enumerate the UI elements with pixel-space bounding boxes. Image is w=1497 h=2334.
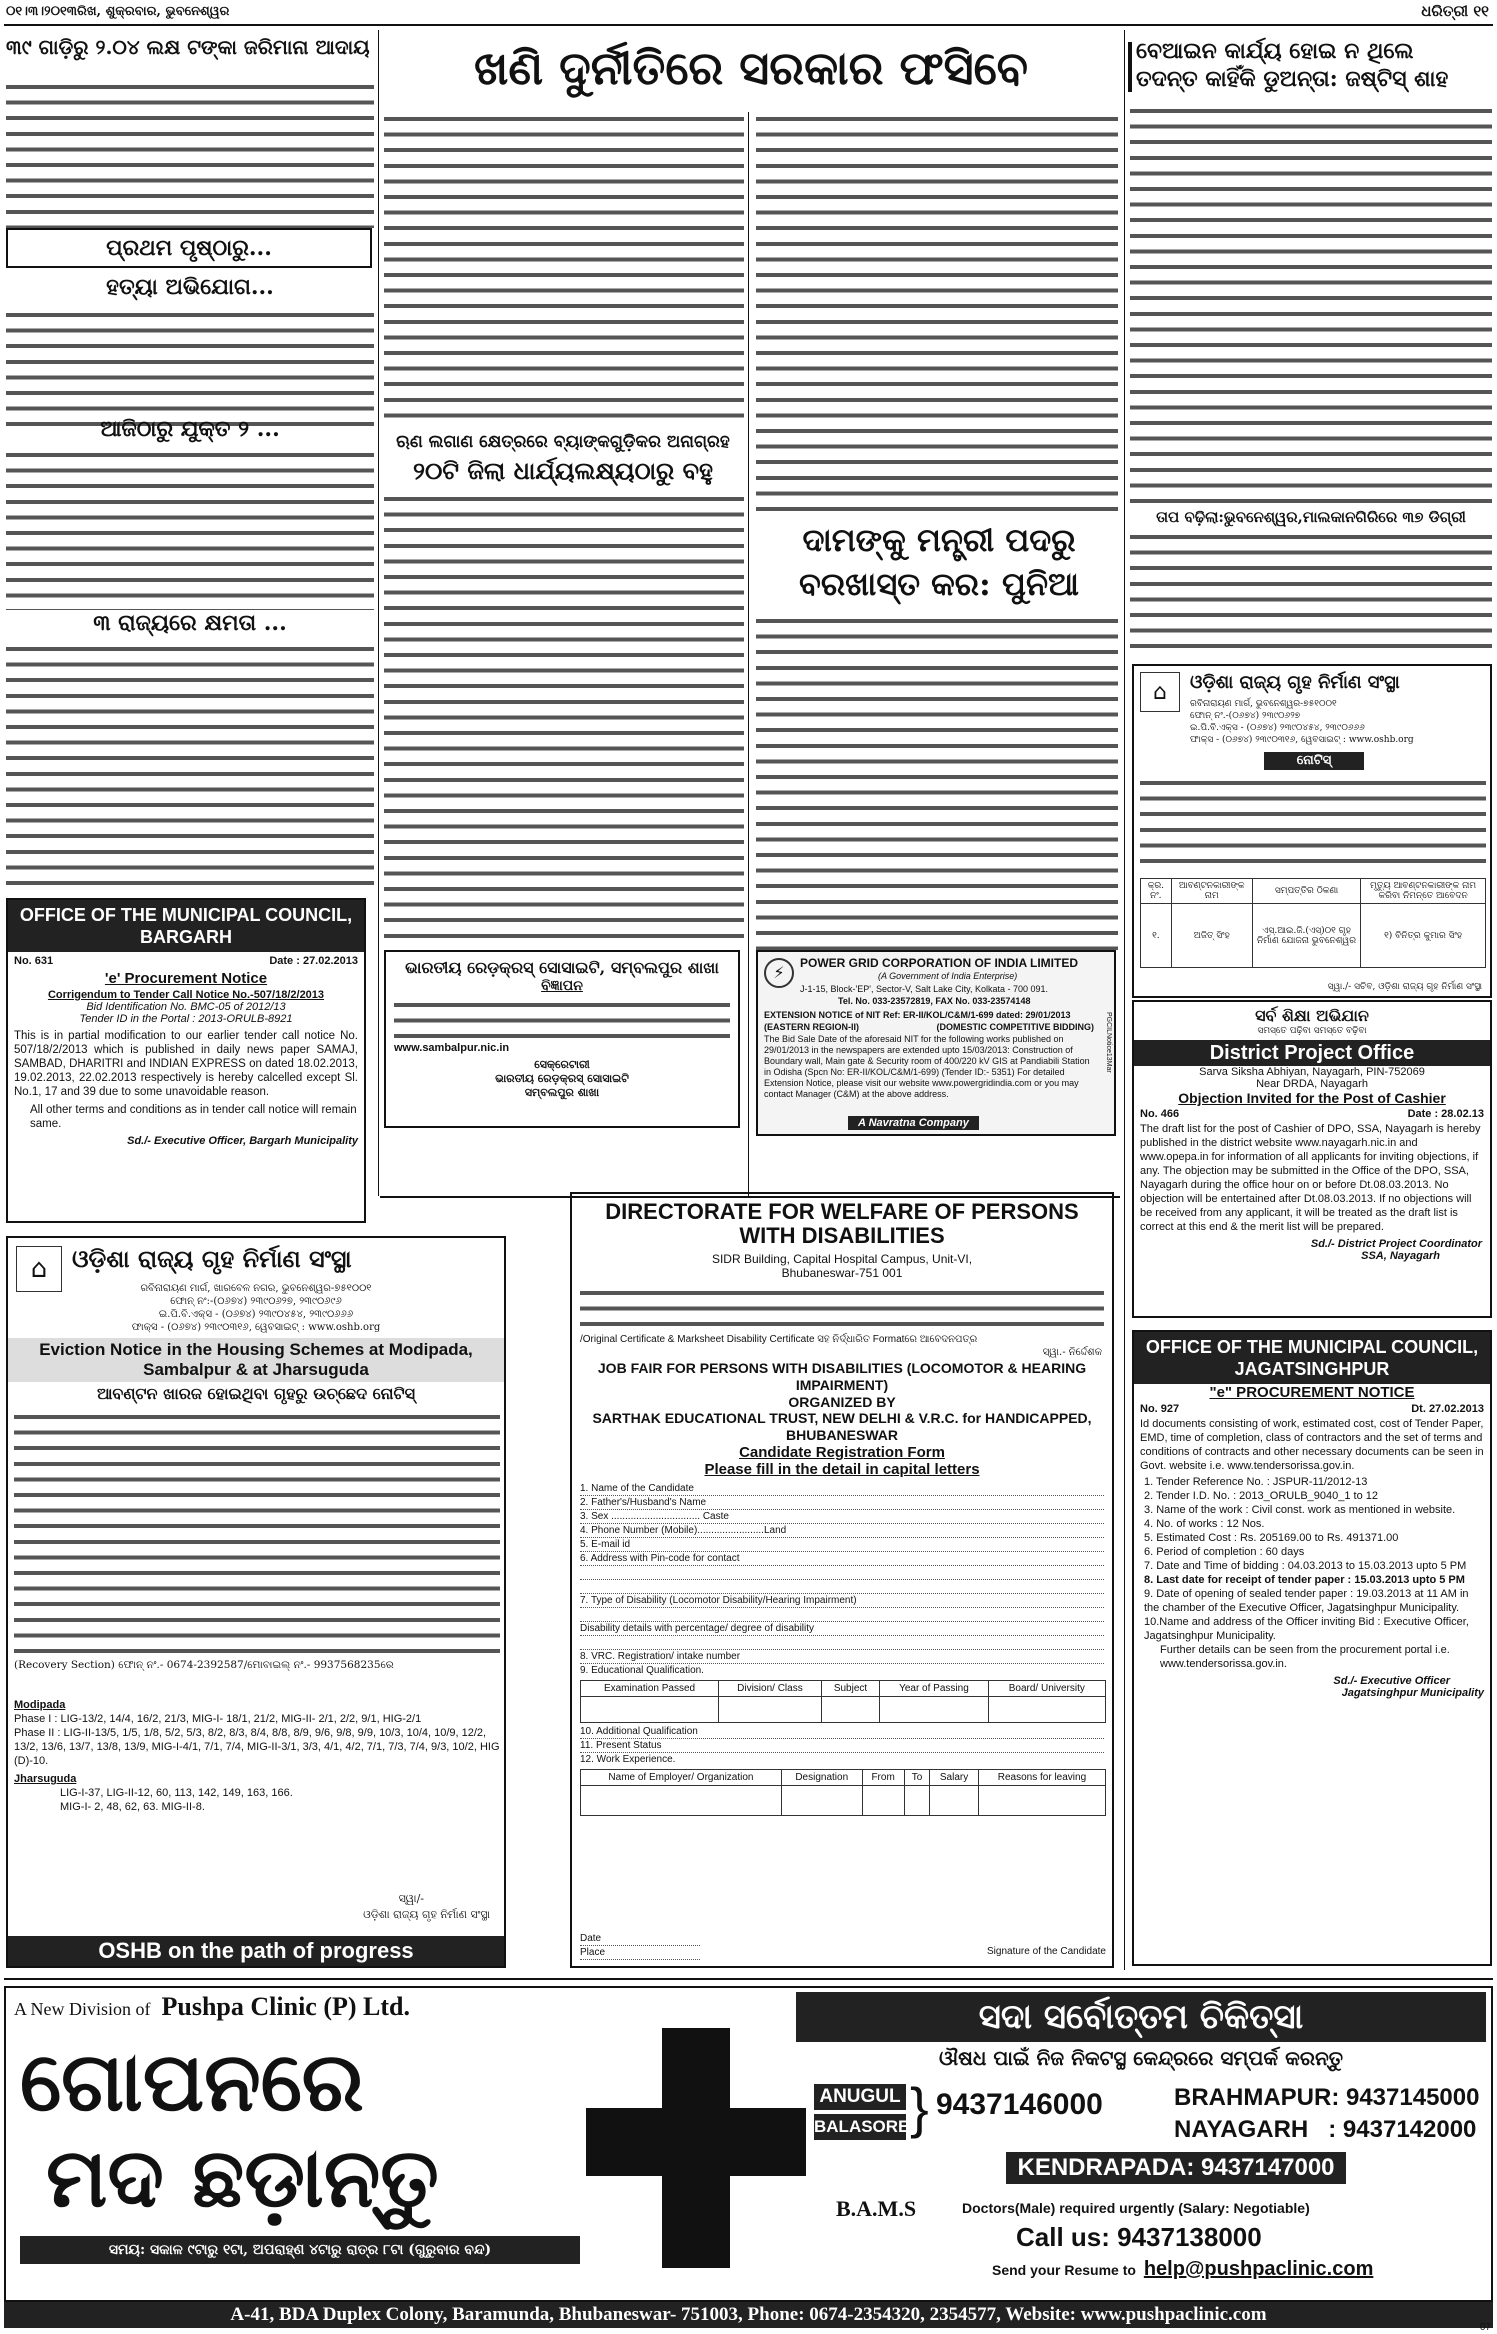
jagat-intro: Id documents consisting of work, estimated cost, cost of Tender Paper, EMD, time of completion, class of contractors and the set of terms and conditions of contracts and other necessary documents can be seen in Govt. website i.e. www.tendersorissa.gov.in. [1140, 1418, 1484, 1472]
work-header: Reasons for leaving [978, 1770, 1105, 1786]
jagat-item: 4. No. of works : 12 Nos. [1144, 1518, 1265, 1530]
form-field[interactable]: 2. Father's/Husband's Name [580, 1496, 1104, 1510]
disability-notice [570, 1192, 1114, 1968]
oshb1-jharsuguda: Jharsuguda [14, 1773, 77, 1785]
disability-fair: JOB FAIR FOR PERSONS WITH DISABILITIES (LOCOMOTOR & HEARING IMPAIRMENT) [597, 1360, 1087, 1393]
illegal-headline1: ବେଆଇନ କାର୍ଯ୍ୟ ହୋଇ ନ ଥିଲେ [1136, 38, 1414, 64]
bargarh-body: This is in partial modification to our earlier tender call notice No. 507/18/2/2013 which is published in daily news paper SAMAJ, SAMBAD, DHARITRI and INDIAN EXPRESS on dated 18.02.2013, 19.02.2013, 22.02.2013 respectively is hereby calcelled except Sl. No.1, 17 and 39 due to some unavoidable reason. [14, 1030, 358, 1098]
bargarh-body2: All other terms and conditions as in tender call notice will remain same. [30, 1104, 357, 1130]
first-page-label: ପ୍ରଥମ ପୃଷ୍ଠାରୁ... [106, 235, 272, 261]
oshb1-name: ଓଡ଼ିଶା ରାଜ୍ୟ ଗୃହ ନିର୍ମାଣ ସଂସ୍ଥା [72, 1244, 352, 1273]
three-states-body [6, 642, 374, 896]
oshb1-contact: (Recovery Section) ଫୋନ୍ ନଂ.- 0674-2392587/ମୋବାଇଲ୍ ନଂ.- 9937568235ରେ [14, 1659, 394, 1671]
oshb2-th: ମୃତ୍ୟୁ ଆବଣ୍ଟନକାରୀଙ୍କ ନାମ କରିବା ନିମନ୍ତେ ଆବେଦନ [1361, 879, 1486, 904]
oshb2-table [1140, 878, 1486, 968]
oshb1-fax: ଫାକ୍ସ - (୦୬୭୪) ୨୩୯୦୩୧୬, ୱେବସାଇଟ୍ : www.oshb.org [131, 1322, 381, 1333]
pushpa-ad [4, 1986, 1493, 2302]
form-field[interactable]: 4. Phone Number (Mobile)........................Land [580, 1524, 1104, 1538]
disability-addr1: SIDR Building, Capital Hospital Campus, Unit-VI, [711, 1252, 973, 1266]
oshb1-j1: LIG-I-37, LIG-II-12, 60, 113, 142, 149, 163, 166. [60, 1787, 293, 1799]
form-date[interactable]: Date [580, 1932, 700, 1946]
ssa-sub: Objection Invited for the Post of Cashier [1178, 1090, 1446, 1106]
jagat-further: Further details can be seen from the procurement portal i.e. www.tendersorissa.gov.in. [1160, 1644, 1450, 1670]
oshb2-td: ୧) ବିନିତ୍ର କୁମାର ସିଂହ [1361, 904, 1486, 968]
redcross-body [394, 998, 730, 1038]
edu-header: Subject [821, 1681, 879, 1697]
oshb2-th: ସମ୍ପତ୍ତିର ଠିକଣା [1252, 879, 1361, 904]
jagat-item: 9. Date of opening of sealed tender paper : 19.03.2013 at 11 AM in the chamber of the Executive Officer, Jagatsinghpur Municipality. [1144, 1588, 1469, 1614]
disability-body [580, 1286, 1104, 1334]
work-header: To [904, 1770, 930, 1786]
pgcil-sub: (A Government of India Enterprise) [878, 971, 1018, 981]
pushpa-footer [4, 2302, 1493, 2328]
form-field[interactable]: Disability details with percentage/ degree of disability [580, 1622, 1104, 1636]
form-field[interactable]: 8. VRC. Registration/ intake number [580, 1650, 1104, 1664]
illegal-headline2: ତଦନ୍ତ କାହିଁକି ଡୁଅନ୍ତା: ଜଷ୍ଟିସ୍ ଶାହ [1136, 66, 1449, 92]
loan-headline2: ୨୦ଟି ଜିଲା ଧାର୍ଯ୍ୟଲକ୍ଷ୍ୟଠାରୁ ବହୁ [413, 456, 713, 485]
jagat-notice [1132, 1330, 1492, 1966]
oshb2-body [1140, 776, 1486, 872]
oshb2-th: କ୍ର. ନଂ. [1141, 879, 1172, 904]
oshb2-th: ଆବଣ୍ଟନକାରୀଙ୍କ ନାମ [1171, 879, 1252, 904]
loan-headline1: ଋଣ ଲଗାଣ କ୍ଷେତ୍ରରେ ବ୍ୟାଙ୍କଗୁଡ଼ିକର ଅନାଗ୍ରହ [396, 432, 730, 452]
oshb2-td: ଏସ୍.ଆଇ.ଜି.(ଏସ୍)୦୧ ଗୃହ ନିର୍ମାଣ ଯୋଜନା ଭୁବନେଶ୍ୱର [1252, 904, 1361, 968]
form-field[interactable]: 11. Present Status [580, 1739, 1104, 1753]
bargarh-sub: 'e' Procurement Notice [104, 970, 268, 987]
bargarh-sig: Sd./- Executive Officer, Bargarh Municipality [127, 1135, 358, 1147]
ssa-date: Date : 28.02.13 [1407, 1108, 1484, 1120]
oshb1-banner [8, 1936, 504, 1966]
pgcil-logo-icon: ⚡ [764, 958, 794, 988]
oshb-notice-2 [1132, 664, 1492, 998]
oshb2-td: ଅଜିତ୍ ସିଂହ [1171, 904, 1252, 968]
pushpa-brahmapur: BRAHMAPUR: 9437145000 [1174, 2084, 1480, 2111]
ssa-sig1: Sd./- District Project Coordinator [1310, 1238, 1482, 1250]
bargarh-tid: Tender ID in the Portal : 2013-ORULB-8921 [79, 1013, 293, 1025]
pushpa-kendrapada: KENDRAPADA: 9437147000 [1006, 2152, 1346, 2184]
oshb2-phone: ଫୋନ୍ ନଂ.-(୦୬୭୪) ୨୩୯୦୬୨୭ [1190, 711, 1301, 721]
redcross-sig3: ସମ୍ବଲପୁର ଶାଖା [524, 1086, 600, 1099]
pgcil-name: POWER GRID CORPORATION OF INDIA LIMITED [800, 956, 1078, 970]
form-field[interactable]: 1. Name of the Candidate [580, 1482, 1104, 1496]
bargarh-notice [6, 898, 366, 1223]
form-field-blank[interactable] [580, 1566, 1104, 1580]
form-field-blank[interactable] [580, 1580, 1104, 1594]
disability-title: DIRECTORATE FOR WELFARE OF PERSONS WITH DISABILITIES [605, 1199, 1079, 1248]
oshb1-banner-text: OSHB on the path of progress [98, 1938, 414, 1963]
work-header: Salary [930, 1770, 979, 1786]
first-page-box [6, 228, 372, 268]
ssa-title: District Project Office [1134, 1040, 1490, 1066]
medical-cross-icon [586, 2028, 806, 2268]
header-paper-page: ଧରିତ୍ରୀ ୧୧ [1421, 2, 1489, 20]
jagat-item: 6. Period of completion : 60 days [1144, 1546, 1305, 1558]
loan-body [384, 492, 744, 944]
edu-header: Board/ University [988, 1681, 1105, 1697]
pushpa-call: Call us: 9437138000 [1016, 2222, 1262, 2252]
oshb2-logo-icon: ⌂ [1140, 672, 1180, 712]
page-number: 07 [1479, 2322, 1491, 2333]
minister-headline: ଦାମଙ୍କୁ ମନ୍ତ୍ରୀ ପଦରୁ ବରଖାସ୍ତ କର: ପୁନିଆ [799, 521, 1079, 603]
oshb1-sig2: ଓଡ଼ିଶା ରାଜ୍ୟ ଗୃହ ନିର୍ମାଣ ସଂସ୍ଥା [363, 1908, 490, 1921]
work-cell[interactable] [581, 1786, 782, 1816]
oshb2-sig: ସ୍ୱା./- ସଚିବ, ଓଡ଼ିଶା ରାଜ୍ୟ ଗୃହ ନିର୍ମାଣ ସଂସ୍ଥା [1327, 982, 1482, 992]
oshb2-td: ୧. [1141, 904, 1172, 968]
pgcil-ext: EXTENSION NOTICE of NIT Ref: ER-II/KOL/C&M/1-699 dated: 29/01/2013 [764, 1010, 1071, 1020]
pushpa-timing: ସମୟ: ସକାଳ ୯ଟାରୁ ୧ଟା, ଅପରାହ୍ଣ ୪ଟାରୁ ରାତ୍ର ୮ଟା (ଗୁରୁବାର ବନ୍ଦ) [20, 2236, 580, 2264]
jagat-sig1: Sd./- Executive Officer [1333, 1675, 1450, 1687]
mining-body-col1 [384, 112, 744, 422]
pushpa-big2: ମଦ ଛଡ଼ାନ୍ତୁ [46, 2130, 439, 2226]
redcross-title: ଭାରତୀୟ ରେଡ଼କ୍ରସ୍ ସୋସାଇଟି, ସମ୍ବଲପୁର ଶାଖା [405, 958, 719, 977]
pgcil-region: (EASTERN REGION-II) [764, 1022, 860, 1032]
oshb1-j2: MIG-I- 2, 48, 62, 63. MIG-II-8. [60, 1801, 205, 1813]
work-cell[interactable] [904, 1786, 930, 1816]
ssa-logo: ସର୍ବ ଶିକ୍ଷା ଅଭିଯାନ [1255, 1006, 1369, 1025]
disability-org: ORGANIZED BY [788, 1394, 896, 1410]
oshb1-phone: ଫୋନ୍ ନଂ:-(୦୬୭୪) ୨୩୯୦୬୨୭, ୨୩୯୦୬୯୬ [170, 1296, 342, 1307]
oshb1-body [14, 1410, 500, 1655]
oshb-logo-icon: ⌂ [16, 1246, 62, 1292]
mining-body-col2 [756, 112, 1118, 512]
oshb1-epabx: ଇ.ପି.ବି.ଏକ୍ସ - (୦୬୭୪) ୨୩୯୦୪୫୪, ୨୩୯୦୬୬୬ [158, 1309, 354, 1320]
pushpa-email[interactable]: help@pushpaclinic.com [1143, 2258, 1374, 2280]
work-header: Name of Employer/ Organization [581, 1770, 782, 1786]
col-divider-1 [378, 30, 379, 1196]
oshb2-notice: ନୋଟିସ୍ [1264, 752, 1364, 770]
ad-top-rule [4, 1978, 1493, 1980]
pushpa-resume: Send your Resume to [992, 2262, 1136, 2278]
edu-header: Year of Passing [880, 1681, 988, 1697]
pushpa-phone1: 9437146000 [936, 2088, 1103, 2121]
pgcil-notice [756, 950, 1116, 1136]
bargarh-no: No. 631 [14, 955, 54, 967]
pushpa-footer-text: A-41, BDA Duplex Colony, Baramunda, Bhubaneswar- 751003, Phone: 0674-2354320, 2354577, Website: www.pushpaclinic.com [230, 2304, 1267, 2325]
jagat-date: Dt. 27.02.2013 [1411, 1403, 1484, 1415]
col-divider-3 [1124, 30, 1125, 1970]
pushpa-balasore: BALASORE [814, 2114, 906, 2140]
jagat-item: 5. Estimated Cost : Rs. 205169.00 to Rs. 491371.00 [1144, 1532, 1399, 1544]
ssa-addr: Sarva Siksha Abhiyan, Nayagarh, PIN-752069 [1199, 1066, 1425, 1078]
pgcil-addr: J-1-15, Block-'EP', Sector-V, Salt Lake City, Kolkata - 700 091. [800, 984, 1049, 994]
pushpa-tagline: ସଦା ସର୍ବୋତ୍ତମ ଚିକିତ୍ସା [796, 1992, 1486, 2042]
form-field-blank[interactable] [580, 1636, 1104, 1650]
jagat-item: 10.Name and address of the Officer inviting Bid : Executive Officer, Jagatsinghpur Municipality. [1144, 1616, 1469, 1642]
form-field: 9. Educational Qualification. [580, 1665, 704, 1676]
edu-cell[interactable] [581, 1697, 719, 1723]
oshb1-title: Eviction Notice in the Housing Schemes at Modipada, Sambalpur & at Jharsuguda [8, 1338, 504, 1382]
temperature-headline: ତାପ ବଢ଼ିଲା:ଭୁବନେଶ୍ୱର,ମାଲକାନଗିରିରେ ୩୭ ଡିଗ୍ରୀ [1156, 508, 1466, 526]
minister-body [756, 614, 1118, 950]
pushpa-big1: ଗୋପନରେ [20, 2034, 364, 2130]
form-field[interactable]: 3. Sex ................................ Caste [580, 1510, 1104, 1524]
jagat-sig2: Jagatsinghpur Municipality [1341, 1687, 1484, 1699]
oshb1-modipada: Modipada [14, 1699, 66, 1711]
pushpa-anugul: ANUGUL [814, 2084, 906, 2110]
header-rule [4, 24, 1493, 26]
disability-addr2: Bhubaneswar-751 001 [781, 1266, 903, 1280]
oshb-eviction-notice [6, 1236, 506, 1968]
oshb1-sub: ଆବଣ୍ଟନ ଖାରଜ ହୋଇଥିବା ଗୃହରୁ ଉଚ୍ଛେଦ ନୋଟିସ୍ [96, 1384, 416, 1403]
col-divider-2 [748, 112, 749, 1196]
form-field: 12. Work Experience. [580, 1754, 676, 1765]
jagat-title: OFFICE OF THE MUNICIPAL COUNCIL, JAGATSINGHPUR [1134, 1332, 1490, 1384]
pgcil-side: PGCILNotice13Mar [1105, 1012, 1112, 1073]
form-field[interactable]: 7. Type of Disability (Locomotor Disability/Hearing Impairment) [580, 1594, 1104, 1608]
disability-fill: Please fill in the detail in capital letters [704, 1461, 980, 1478]
bargarh-title: OFFICE OF THE MUNICIPAL COUNCIL, BARGARH [8, 900, 364, 952]
three-states-headline: ୩ ରାଜ୍ୟରେ କ୍ଷମତା ... [93, 610, 287, 636]
education-table [580, 1680, 1106, 1723]
ssa-body: The draft list for the post of Cashier of DPO, SSA, Nayagarh is hereby published in the district website www.nayagarh.nic.in and www.opepa.in for information of all applicants for inviting objections, if any. The objection may be submitted in the Office of the DPO, SSA, Nayagarh during the office hour on or before Dt.08.03.2013. No objection will be entertained after Dt.08.03.2013. If no objections will be received from any applicant, it will be treated as the draft list is correct at this end & the merit list will be prepared. [1140, 1123, 1481, 1233]
edu-header: Examination Passed [581, 1681, 719, 1697]
ssa-sig2: SSA, Nayagarh [1361, 1250, 1440, 1262]
redcross-notice [384, 950, 740, 1128]
pushpa-name: Pushpa Clinic (P) Ltd. [161, 1992, 411, 2021]
plus2-body [6, 448, 374, 610]
plus2-headline: ଆଜିଠାରୁ ଯୁକ୍ତ ୨ ... [100, 416, 280, 442]
work-cell[interactable] [781, 1786, 862, 1816]
pgcil-body: The Bid Sale Date of the aforesaid NIT for the following works published on 29/01/2013 in the newspapers are extended upto 15/03/2013: Construction of Boundary wall, Main gate & Security room of 400/220 kV GIS at Pandiabili Station in Odisha (Spcn No: ER-II/KOL/C&M/1-699) (Tender ID:- 5351) For detailed Extension Notice, please visit our website www.powergridindia.com or you may contact Manager (C&M) at the above address. [764, 1034, 1090, 1099]
pushpa-req: Doctors(Male) required urgently (Salary: Negotiable) [962, 2200, 1310, 2216]
work-cell[interactable] [978, 1786, 1105, 1816]
disability-eng: /Original Certificate & Marksheet Disability Certificate ସହ ନିର୍ଦ୍ଧାରିତ Formatରେ ଆବେଦନପତ୍ର [580, 1334, 978, 1345]
story1-body [6, 80, 374, 228]
pgcil-tel: Tel. No. 033-23572819, FAX No. 033-23574148 [838, 996, 1031, 1006]
edu-cell[interactable] [988, 1697, 1105, 1723]
pushpa-division: A New Division of [14, 1999, 151, 2019]
illegal-body [1130, 104, 1492, 504]
story1-headline: ୩୯ ଗାଡ଼ିରୁ ୨.୦୪ ଲକ୍ଷ ଟଙ୍କା ଜରିମାନା ଆଦାୟ [6, 35, 370, 59]
illegal-bar [1128, 42, 1132, 92]
redcross-url: www.sambalpur.nic.in [394, 1042, 510, 1054]
redcross-sub: ବିଜ୍ଞାପନ [541, 978, 583, 994]
form-field[interactable]: 5. E-mail id [580, 1538, 1104, 1552]
edu-cell[interactable] [719, 1697, 822, 1723]
oshb2-addr: ରବିନାରାୟଣ ମାର୍ଗ, ଭୁବନେଶ୍ୱର-୭୫୧୦୦୧ [1190, 699, 1337, 709]
edu-header: Division/ Class [719, 1681, 822, 1697]
oshb1-addr: ରବିନାରାୟଣ ମାର୍ଗ, ଖାରବେଳ ନଗର, ଭୁବନେଶ୍ୱର-୭୫୧୦୦୧ [140, 1283, 372, 1294]
temperature-body [1130, 530, 1492, 660]
work-cell[interactable] [862, 1786, 904, 1816]
work-cell[interactable] [930, 1786, 979, 1816]
redcross-sig2: ଭାରତୀୟ ରେଡ଼କ୍ରସ୍ ସୋସାଇଟି [495, 1072, 629, 1085]
mining-headline: ଖଣି ଦୁର୍ନୀତିରେ ସରକାର ଫସିବେ [473, 41, 1029, 95]
brace-icon: } [910, 2076, 929, 2139]
jagat-item: 3. Name of the work : Civil const. work as mentioned in website. [1144, 1504, 1456, 1516]
ssa-notice [1132, 1000, 1492, 1318]
form-field[interactable]: 6. Address with Pin-code for contact [580, 1552, 1104, 1566]
bargarh-date: Date : 27.02.2013 [269, 955, 358, 967]
bargarh-bid: Bid Identification No. BMC-05 of 2012/13 [86, 1001, 286, 1013]
jagat-item: 2. Tender I.D. No. : 2013_ORULB_9040_1 to 12 [1144, 1490, 1379, 1502]
edu-cell[interactable] [880, 1697, 988, 1723]
oshb1-sig1: ସ୍ୱା/- [398, 1892, 424, 1905]
form-place[interactable]: Place [580, 1946, 700, 1960]
form-signature: Signature of the Candidate [987, 1946, 1106, 1957]
bargarh-corr: Corrigendum to Tender Call Notice No.-507/18/2/2013 [47, 989, 325, 1001]
oshb2-fax: ଫାକ୍ସ - (୦୬୭୪) ୨୩୯୦୩୧୬, ୱେବସାଇଟ୍ : www.oshb.org [1190, 735, 1414, 745]
pushpa-bams: B.A.M.S [836, 2196, 917, 2221]
disability-form: Candidate Registration Form [739, 1444, 945, 1461]
redcross-sig1: ସେକ୍ରେଟାରୀ [534, 1058, 590, 1071]
work-header: From [862, 1770, 904, 1786]
pushpa-nayagarh: NAYAGARH : 9437142000 [1174, 2116, 1477, 2143]
pgcil-tag: A Navratna Company [848, 1116, 979, 1130]
pushpa-sub: ଔଷଧ ପାଇଁ ନିଜ ନିକଟସ୍ଥ କେନ୍ଦ୍ରରେ ସମ୍ପର୍କ କରନ୍ତୁ [938, 2046, 1344, 2070]
murder-headline: ହତ୍ୟା ଅଭିଯୋଗ... [106, 274, 274, 300]
jagat-item: 8. Last date for receipt of tender paper : 15.03.2013 upto 5 PM [1144, 1574, 1465, 1586]
pgcil-dcb: (DOMESTIC COMPETITIVE BIDDING) [936, 1022, 1094, 1032]
ssa-no: No. 466 [1140, 1108, 1180, 1120]
jagat-item: 1. Tender Reference No. : JSPUR-11/2012-13 [1144, 1476, 1368, 1488]
oshb2-name: ଓଡ଼ିଶା ରାଜ୍ୟ ଗୃହ ନିର୍ମାଣ ସଂସ୍ଥା [1190, 672, 1400, 693]
jagat-no: No. 927 [1140, 1403, 1180, 1415]
disability-sig: ସ୍ୱା.- ନିର୍ଦ୍ଦେଶକ [1042, 1347, 1102, 1358]
work-table [580, 1769, 1106, 1816]
ssa-logo2: ସମସ୍ତେ ପଢ଼ିବା ସମସ୍ତେ ବଢ଼ିବା [1257, 1026, 1367, 1036]
form-field-blank[interactable] [580, 1608, 1104, 1622]
jagat-item: 7. Date and Time of bidding : 04.03.2013 to 15.03.2013 upto 5 PM [1144, 1560, 1467, 1572]
ssa-addr2: Near DRDA, Nayagarh [1256, 1078, 1368, 1090]
oshb1-phase1: Phase I : LIG-13/2, 14/4, 16/2, 21/3, MIG-I- 18/1, 21/2, MIG-II- 2/1, 2/2, 9/1, HIG-2/1 [14, 1713, 422, 1725]
work-header: Designation [781, 1770, 862, 1786]
jagat-sub: "e" PROCUREMENT NOTICE [1209, 1384, 1415, 1401]
header-date: ୦୧।୩।୨୦୧୩ରିଖ, ଶୁକ୍ରବାର, ଭୁବନେଶ୍ୱର [6, 4, 230, 19]
edu-cell[interactable] [821, 1697, 879, 1723]
oshb1-phase2: Phase II : LIG-II-13/5, 1/5, 1/8, 5/2, 5/3, 8/2, 8/3, 8/4, 8/8, 8/9, 9/6, 9/8, 9/9, 10/3, 10/4, 10/9, 12/2, 13/2, 13/6, 13/7, 13/8, 13/9, MIG-I-4/1, 7/1, 7/4, MIG-II-3/1, 3/3, 4/1, 4/2, 7/1, 7/3, 7/4, 9/3, 10/2, HIG (D)-10. [14, 1727, 500, 1767]
oshb2-epabx: ଇ.ପି.ବି.ଏକ୍ସ - (୦୬୭୪) ୨୩୯୦୪୫୪, ୨୩୯୦୬୬୬ [1190, 723, 1365, 733]
form-field[interactable]: 10. Additional Qualification [580, 1725, 1104, 1739]
disability-trust: SARTHAK EDUCATIONAL TRUST, NEW DELHI & V.R.C. for HANDICAPPED, BHUBANESWAR [592, 1410, 1092, 1443]
